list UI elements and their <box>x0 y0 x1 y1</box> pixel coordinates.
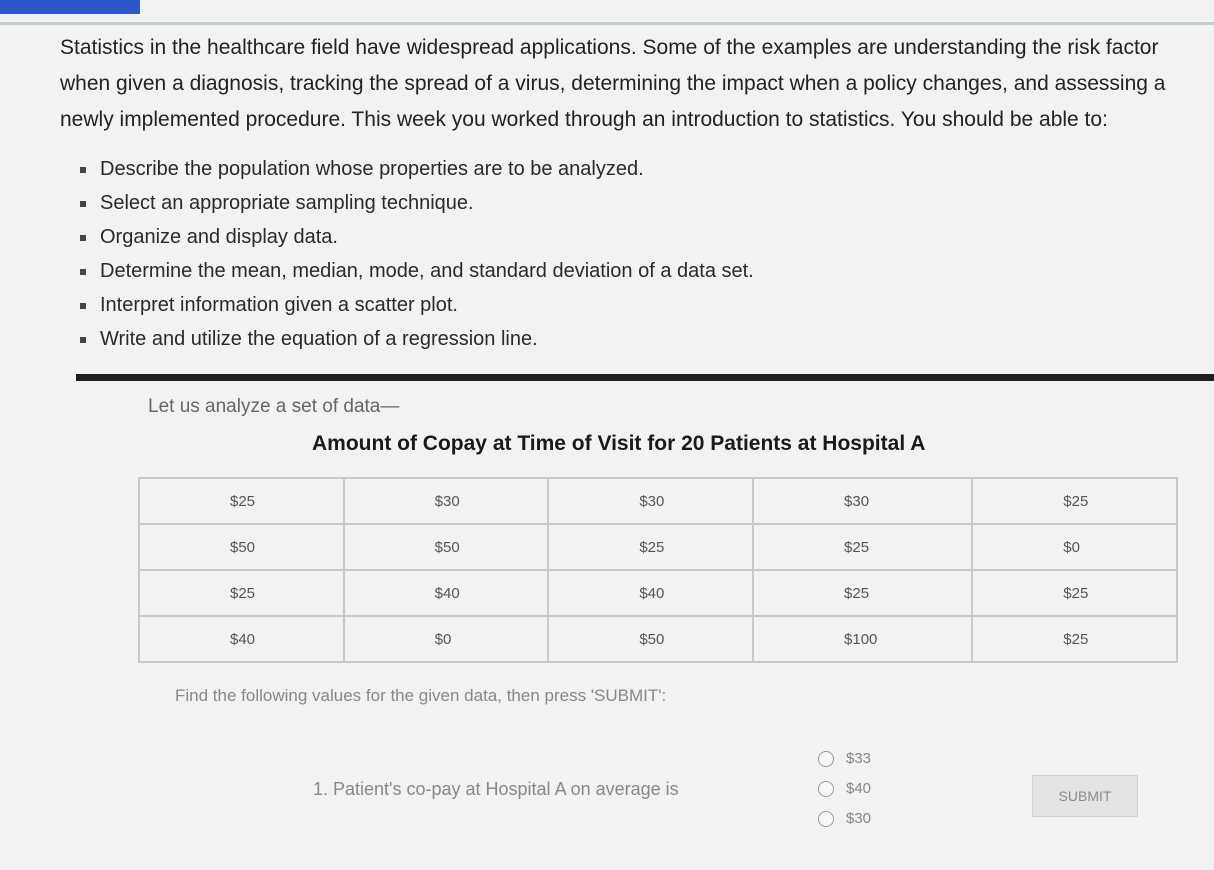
table-caption: Amount of Copay at Time of Visit for 20 Patients at Hospital A <box>312 432 926 455</box>
answer-option-label: $40 <box>846 780 872 797</box>
instructions-text: Find the following values for the given data, then press 'SUBMIT': <box>175 686 667 705</box>
table-cell: $0 <box>972 524 1177 570</box>
objective-item <box>80 186 754 220</box>
table-cell: $50 <box>548 616 753 662</box>
objective-text: Describe the population whose properties are to be analyzed. <box>100 158 644 180</box>
intro-paragraph <box>60 30 1210 138</box>
radio-button[interactable] <box>818 811 834 827</box>
question-text: 1. Patient's co-pay at Hospital A on average is <box>313 779 679 799</box>
table-cell: $40 <box>139 616 344 662</box>
objectives-list <box>80 152 754 356</box>
radio-button[interactable] <box>818 751 834 767</box>
table-cell: $30 <box>344 478 549 524</box>
table-cell: $40 <box>344 570 549 616</box>
table-row <box>139 478 1177 524</box>
bullet-icon <box>80 303 86 309</box>
answer-option[interactable] <box>818 804 871 834</box>
answer-option-label: $33 <box>846 750 872 767</box>
table-cell: $30 <box>548 478 753 524</box>
lead-text: Let us analyze a set of data— <box>148 396 400 417</box>
objective-item <box>80 254 754 288</box>
table-row <box>139 570 1177 616</box>
submit-button[interactable]: SUBMIT <box>1032 775 1138 817</box>
table-cell: $30 <box>753 478 972 524</box>
intro-line-3: newly implemented procedure. This week you worked through an introduction to statistics. You should be able to: <box>60 108 1108 131</box>
objective-item <box>80 152 754 186</box>
table-cell: $25 <box>753 570 972 616</box>
table-cell: $25 <box>139 570 344 616</box>
copay-table <box>138 477 1178 663</box>
objective-item <box>80 288 754 322</box>
table-cell: $100 <box>753 616 972 662</box>
intro-line-1: Statistics in the healthcare field have widespread applications. Some of the examples are understanding the risk factor <box>60 36 1159 59</box>
table-cell: $25 <box>972 570 1177 616</box>
objective-text: Organize and display data. <box>100 226 338 248</box>
objective-text: Select an appropriate sampling technique. <box>100 192 474 214</box>
table-cell: $50 <box>139 524 344 570</box>
table-cell: $40 <box>548 570 753 616</box>
bullet-icon <box>80 167 86 173</box>
bullet-icon <box>80 201 86 207</box>
answer-option[interactable] <box>818 744 871 774</box>
section-divider <box>76 374 1214 381</box>
bullet-icon <box>80 269 86 275</box>
answer-option-label: $30 <box>846 810 872 827</box>
table-cell: $25 <box>972 616 1177 662</box>
objective-text: Write and utilize the equation of a regression line. <box>100 328 538 350</box>
radio-button[interactable] <box>818 781 834 797</box>
table-cell: $25 <box>972 478 1177 524</box>
answer-options <box>818 744 871 834</box>
table-cell: $25 <box>753 524 972 570</box>
answer-option[interactable] <box>818 774 871 804</box>
objective-text: Determine the mean, median, mode, and standard deviation of a data set. <box>100 260 754 282</box>
bullet-icon <box>80 235 86 241</box>
table-cell: $0 <box>344 616 549 662</box>
table-row <box>139 616 1177 662</box>
table-cell: $25 <box>548 524 753 570</box>
table-cell: $25 <box>139 478 344 524</box>
objective-item <box>80 322 754 356</box>
bullet-icon <box>80 337 86 343</box>
intro-line-2: when given a diagnosis, tracking the spread of a virus, determining the impact when a policy changes, and assessing a <box>60 72 1166 95</box>
objective-item <box>80 220 754 254</box>
table-row <box>139 524 1177 570</box>
top-accent-bar <box>0 0 140 14</box>
top-divider <box>0 22 1214 25</box>
objective-text: Interpret information given a scatter plot. <box>100 294 458 316</box>
table-cell: $50 <box>344 524 549 570</box>
